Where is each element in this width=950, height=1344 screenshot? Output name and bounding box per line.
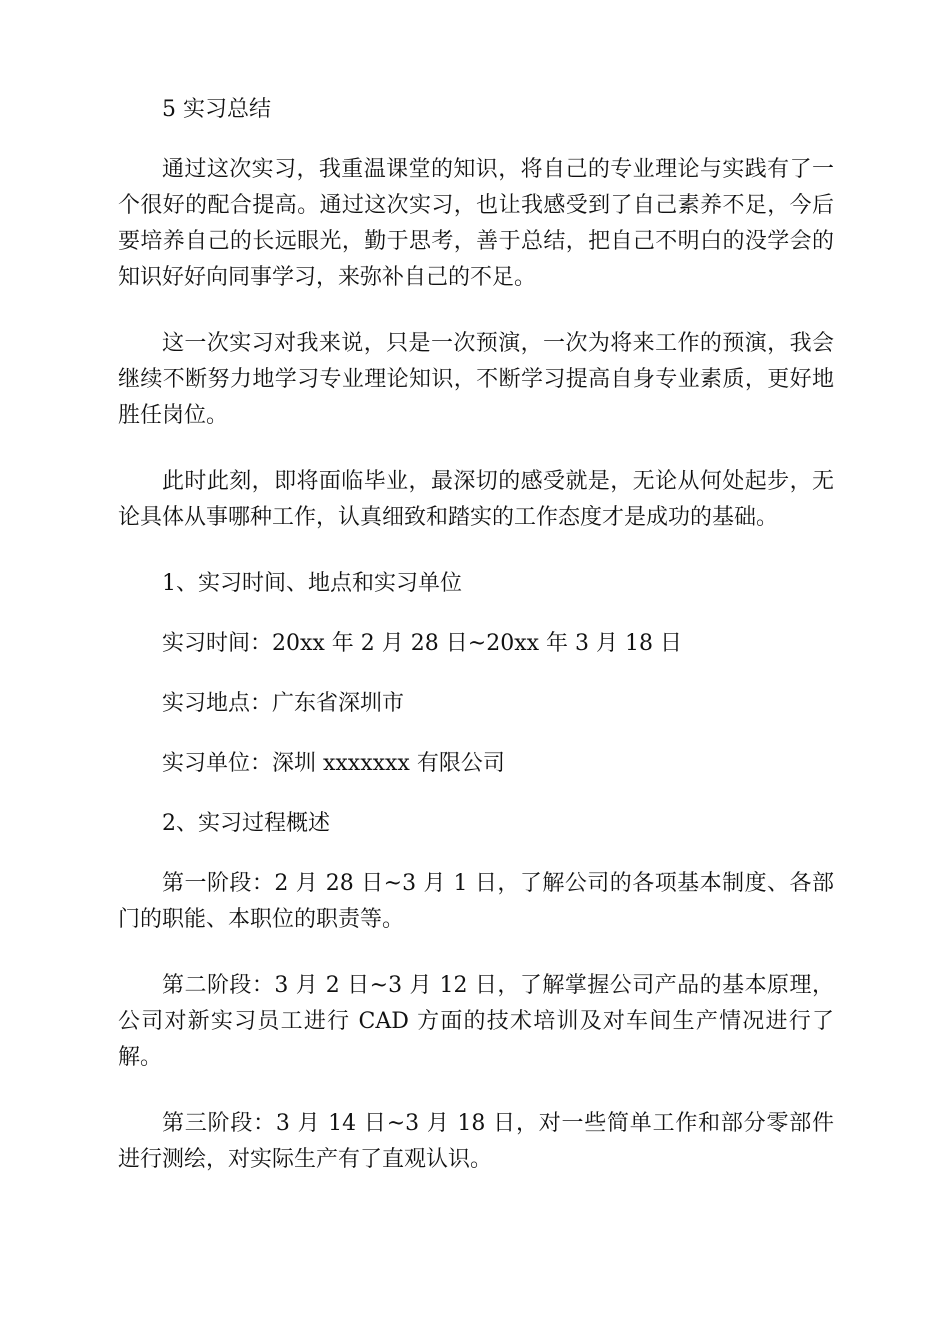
stage-three: 第三阶段：3 月 14 日~3 月 18 日，对一些简单工作和部分零部件进行测绘，对实际生产有了直观认识。 (118, 1111, 834, 1172)
paragraph-review: 通过这次实习，我重温课堂的知识，将自己的专业理论与实践有了一个很好的配合提高。通过这次实习，也让我感受到了自己素养不足，今后要培养自己的长远眼光，勤于思考，善于总结，把自己不明白的没学会的知识好好向同事学习，来弥补自己的不足。 (118, 157, 834, 290)
stage-two: 第二阶段：3 月 2 日~3 月 12 日，了解掌握公司产品的基本原理，公司对新实习员工进行 CAD 方面的技术培训及对车间生产情况进行了解。 (118, 973, 834, 1070)
section-heading-time-place: 1、实习时间、地点和实习单位 (162, 571, 462, 596)
document-body (118, 92, 834, 1208)
section-heading-process: 2、实习过程概述 (162, 811, 330, 836)
internship-time: 实习时间：20xx 年 2 月 28 日~20xx 年 3 月 18 日 (162, 631, 682, 656)
stage-one: 第一阶段：2 月 28 日~3 月 1 日，了解公司的各项基本制度、各部门的职能、本职位的职责等。 (118, 871, 834, 932)
section-heading-summary: 5 实习总结 (162, 97, 271, 122)
paragraph-graduation: 此时此刻，即将面临毕业，最深切的感受就是，无论从何处起步，无论具体从事哪种工作，认真细致和踏实的工作态度才是成功的基础。 (118, 469, 834, 530)
internship-place: 实习地点：广东省深圳市 (162, 691, 405, 716)
paragraph-rehearsal: 这一次实习对我来说，只是一次预演，一次为将来工作的预演，我会继续不断努力地学习专业理论知识，不断学习提高自身专业素质，更好地胜任岗位。 (118, 331, 834, 428)
internship-company: 实习单位：深圳 xxxxxxx 有限公司 (162, 751, 505, 776)
